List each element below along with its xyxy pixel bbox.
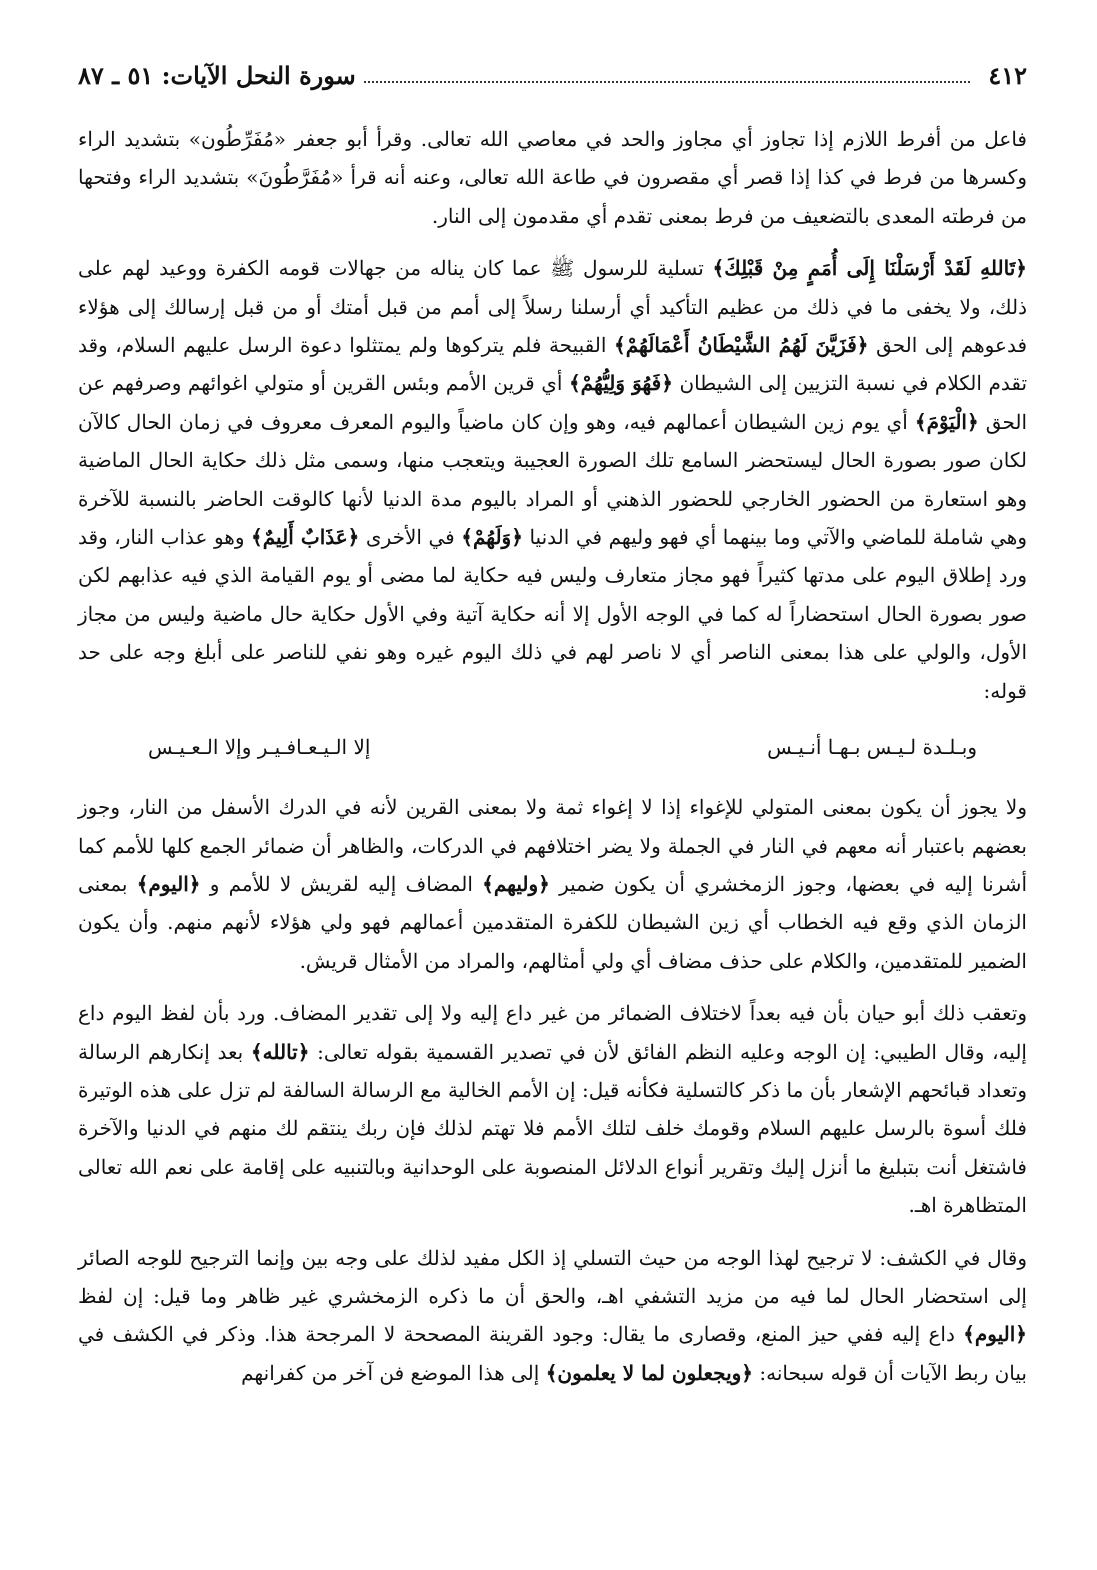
paragraph-text: أي قرين الأمم وبئس القرين أو متولي اغوائهم وصرفهم عن الحق xyxy=(78,371,1027,434)
poetry-verse xyxy=(148,728,977,766)
quran-quote: ﴿اليوم﴾ xyxy=(136,871,201,896)
quran-quote: ﴿ويجعلون لما لا يعلمون﴾ xyxy=(545,1360,754,1385)
paragraph-text: فاعل من أفرط اللازم إذا تجاوز أي مجاوز والحد في معاصي الله تعالى. وقرأ أبو جعفر «مُفَرِّطُون» بتشديد الراء وكسرها من فرط في كذا إذا قصر أي مقصرون في طاعة الله تعالى، وعنه أنه قرأ «مُفَرَّطُونَ» بتشديد الراء وفتحها من فرطته المعدى بالتضعيف من فرط بمعنى تقدم أي مقدمون إلى النار. xyxy=(78,127,1027,228)
paragraph-text: وقال في الكشف: لا ترجيح لهذا الوجه من حيث التسلي إذ الكل مفيد لذلك على وجه بين وإنما الترجيح للوجه الصائر إلى استحضار الحال لما فيه من مزيد التشفي اهـ، والحق أن ما ذكره الزمخشري غير ظاهر وما قيل: إن لفظ xyxy=(78,1245,1027,1308)
paragraphs-after-verse xyxy=(78,788,1027,1392)
paragraph-text: القبيحة فلم يتركوها ولم يمتثلوا دعوة الرسل عليهم السلام، وقد تقدم الكلام في نسبة التزيين إلى الشيطان xyxy=(78,333,1028,396)
paragraph-text: بعد إنكارهم الرسالة وتعداد قبائحهم الإشعار بأن ما ذكر كالتسلية فكأنه قيل: إن الأمم الخالية مع الرسالة السالفة لم تزل على هذه الوتيرة فلك أسوة بالرسل عليهم السلام وقومك خلف لتلك الأمم فلا تهتم لذلك فإن ربك ينتقم لك منهم في الدنيا والآخرة فاشتغل أنت بتبليغ ما أنزل إليك وتقرير أنواع الدلائل المنصوبة على الوحدانية وبالتنبيه على إقامة على نعم الله تعالى المتظاهرة اهـ. xyxy=(78,1039,1027,1218)
paragraph-text: المضاف إليه لقريش لا للأمم و xyxy=(200,871,483,896)
paragraph-text: إلى هذا الموضع فن آخر من كفرانهم xyxy=(241,1360,546,1385)
quran-quote: ﴿فَهُوَ وَلِيُّهُمْ﴾ xyxy=(568,371,673,396)
paragraph-text: ولا يجوز أن يكون بمعنى المتولي للإغواء إذا لا إغواء ثمة ولا بمعنى القرين لأنه في الدرك الأسفل من النار، وجوز بعضهم باعتبار أنه معهم في النار في الجملة ولا يضر اختلافهم في الدركات، والظاهر أن ضمائر الجمع كلها للأمم كما أشرنا إليه في بعضها، وجوز الزمخشري أن يكون ضمير xyxy=(78,795,1028,896)
page-number: ٤١٢ xyxy=(988,61,1027,90)
quran-quote: ﴿اليوم﴾ xyxy=(963,1322,1027,1347)
commentary-body xyxy=(78,120,1027,1392)
quran-quote: ﴿فَزَيَّنَ لَهُمُ الشَّيْطَانُ أَعْمَالَهُمْ﴾ xyxy=(614,333,869,358)
paragraph-text: وتعقب ذلك أبو حيان بأن فيه بعداً لاختلاف الضمائر من غير داع إليه ولا إلى تقدير المضاف. ورد بأن لفظ اليوم داع إليه، وقال الطيبي: إن الوجه وعليه النظم الفائق لأن في تصدير القسمية بقوله تعالى: xyxy=(78,1001,1027,1064)
quran-quote: ﴿تالله﴾ xyxy=(250,1039,310,1064)
paragraphs-before-verse xyxy=(78,120,1027,710)
paragraph-text: بمعنى الزمان الذي وقع فيه الخطاب أي زين الشيطان للكفرة المتقدمين أعمالهم فهو ولي هؤلاء لأنهم منهم. وأن يكون الضمير للمتقدمين، والكلام على حذف مضاف أي ولي أمثالهم، والمراد من الأمثال قريش. xyxy=(78,871,1027,973)
page-header xyxy=(78,56,1027,96)
quran-quote: ﴿الْيَوْمَ﴾ xyxy=(914,409,979,434)
paragraph xyxy=(78,1239,1027,1393)
paragraph-text: تسلية للرسول ﷺ عما كان يناله من جهالات قومه الكفرة ووعيد لهم على ذلك، ولا يخفى ما في ذلك من عظيم التأكيد أي أرسلنا رسلاً إلى أمم من قبل أمتك أو من قبل إرسالك إلى هؤلاء فدعوهم إلى الحق xyxy=(78,256,1027,358)
verse-second-hemistich: إلا الـيـعـافـيـر وإلا الـعـيـس xyxy=(148,735,371,760)
quran-quote: ﴿عَذَابٌ أَلِيمٌ﴾ xyxy=(251,525,360,550)
quran-quote: ﴿تَاللهِ لَقَدْ أَرْسَلْنَا إِلَى أُمَمٍ مِنْ قَبْلِكَ﴾ xyxy=(712,256,1027,281)
paragraph-text: في الأخرى xyxy=(359,525,462,550)
page xyxy=(78,56,1027,1550)
paragraph-text: أي يوم زين الشيطان أعمالهم فيه، وهو وإن كان ماضياً واليوم المعرف معروف في زمان الحال كالآن لكان صور بصورة الحال ليستحضر السامع تلك الصورة العجيبة ويتعجب منها، وسمى مثل ذلك حكاية الحال الماضية وهو استعارة من الحضور الخارجي للحضور الذهني أو المراد باليوم مدة الدنيا لأنها كالوقت الحاضر بالنسبة للآخرة وهي شاملة للماضي والآتي وما بينهما أي فهو وليهم في الدنيا xyxy=(78,409,1027,550)
paragraph-text: وهو عذاب النار، وقد ورد إطلاق اليوم على مدتها كثيراً فهو مجاز متعارف وليس فيه حكاية لما مضى أو يوم القيامة الذي فيه عذابهم لكن صور بصورة الحال استحضاراً له كما في الوجه الأول إلا أنه حكاية آتية وفي الأول حكاية حال ماضية وليس من مجاز الأول، والولي على هذا بمعنى الناصر أي لا ناصر لهم في ذلك اليوم غيره وهو نفي للناصر على أبلغ وجه على حد قوله: xyxy=(78,525,1027,703)
sura-title: سورة النحل الآيات: ٥١ ـ ٨٧ xyxy=(78,61,356,90)
quran-quote: ﴿وَلَهُمْ﴾ xyxy=(461,525,523,550)
paragraph xyxy=(78,994,1027,1224)
quran-quote: ﴿وليهم﴾ xyxy=(482,871,550,896)
header-dotted-rule xyxy=(364,81,971,83)
paragraph-text: داع إليه ففي حيز المنع، وقصارى ما يقال: وجود القرينة المصححة لا المرجحة هذا. وذكر في الكشف في بيان ربط الآيات أن قوله سبحانه: xyxy=(78,1322,1027,1385)
paragraph xyxy=(78,120,1027,235)
paragraph xyxy=(78,249,1027,710)
paragraph xyxy=(78,788,1027,980)
verse-first-hemistich: وبـلـدة لـيـس بـهـا أنـيـس xyxy=(767,735,977,760)
